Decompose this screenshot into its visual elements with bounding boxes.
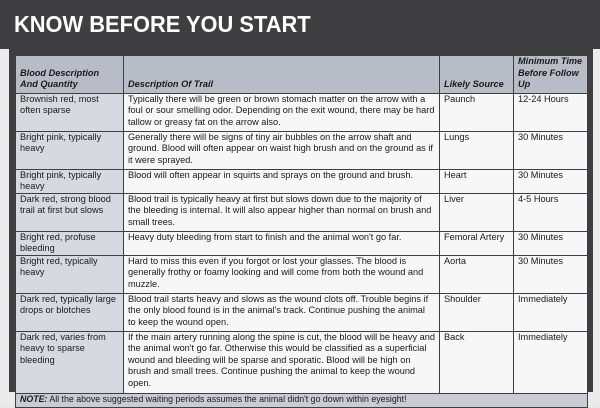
source-cell: Shoulder [440,293,514,331]
blood-cell: Bright pink, typically heavy [16,131,124,169]
time-cell: 30 Minutes [514,255,588,293]
note-text: All the above suggested waiting periods assumes the animal didn't go down within eyesight! [47,393,407,404]
note-row [16,393,588,407]
time-cell: 30 Minutes [514,131,588,169]
table-row [16,331,588,393]
trail-cell: Blood will often appear in squirts and sprays on the ground and brush. [124,169,440,193]
blood-cell: Dark red, strong blood trail at first but slows [16,193,124,231]
header-row [16,56,588,94]
source-cell: Paunch [440,93,514,131]
header-likely-source: Likely Source [440,56,514,94]
header-minimum-time: Minimum Time Before Follow Up [514,56,588,94]
blood-cell: Dark red, varies from heavy to sparse bleeding [16,331,124,393]
source-cell: Femoral Artery [440,231,514,255]
trail-cell: Generally there will be signs of tiny air bubbles on the arrow shaft and ground. Blood will often appear on waist high brush and on the ground as if it were sprayed. [124,131,440,169]
table-row [16,169,588,193]
source-cell: Liver [440,193,514,231]
page-title: KNOW BEFORE YOU START [14,11,311,37]
header-trail-description: Description Of Trail [124,56,440,94]
time-cell: 30 Minutes [514,169,588,193]
note-label: NOTE: [20,393,48,404]
source-cell: Back [440,331,514,393]
header-blood-description: Blood Description And Quantity [16,56,124,94]
time-cell: Immediately [514,293,588,331]
blood-trail-table [15,55,588,408]
source-cell: Lungs [440,131,514,169]
trail-cell: Typically there will be green or brown stomach matter on the arrow with a foul or sour smelling odor. Depending on the exit wound, there may be hard tallow or greasy fat on the arrow also. [124,93,440,131]
table-row [16,231,588,255]
blood-cell: Bright red, typically heavy [16,255,124,293]
table-row [16,293,588,331]
source-cell: Heart [440,169,514,193]
time-cell: 4-5 Hours [514,193,588,231]
time-cell: 12-24 Hours [514,93,588,131]
table-row [16,93,588,131]
trail-cell: Blood trail starts heavy and slows as the wound clots off. Trouble begins if the only blood found is in the animal's track. Continue pushing the animal to keep the wound open. [124,293,440,331]
note-cell [16,393,588,407]
table-row [16,255,588,293]
trail-cell: Blood trail is typically heavy at first but slows down due to the majority of the bleeding is internal. It will also appear higher than normal on brush and small trees. [124,193,440,231]
time-cell: 30 Minutes [514,231,588,255]
time-cell: Immediately [514,331,588,393]
trail-cell: If the main artery running along the spine is cut, the blood will be heavy and the animal won't go far. Otherwise this would be classified as a superficial wound and bleeding will be sparse and sporatic. Blood will be high on brush and small trees. Continue pushing the animal to keep the wound open. [124,331,440,393]
blood-cell: Dark red, typically large drops or blotches [16,293,124,331]
blood-cell: Bright red, profuse bleeding [16,231,124,255]
blood-cell: Brownish red, most often sparse [16,93,124,131]
table-row [16,193,588,231]
trail-cell: Heavy duty bleeding from start to finish and the animal won't go far. [124,231,440,255]
title-bar [0,0,600,49]
trail-cell: Hard to miss this even if you forgot or lost your glasses. The blood is generally frothy or foamy looking and will come from both the wound and muzzle. [124,255,440,293]
source-cell: Aorta [440,255,514,293]
blood-cell: Bright pink, typically heavy [16,169,124,193]
table-row [16,131,588,169]
